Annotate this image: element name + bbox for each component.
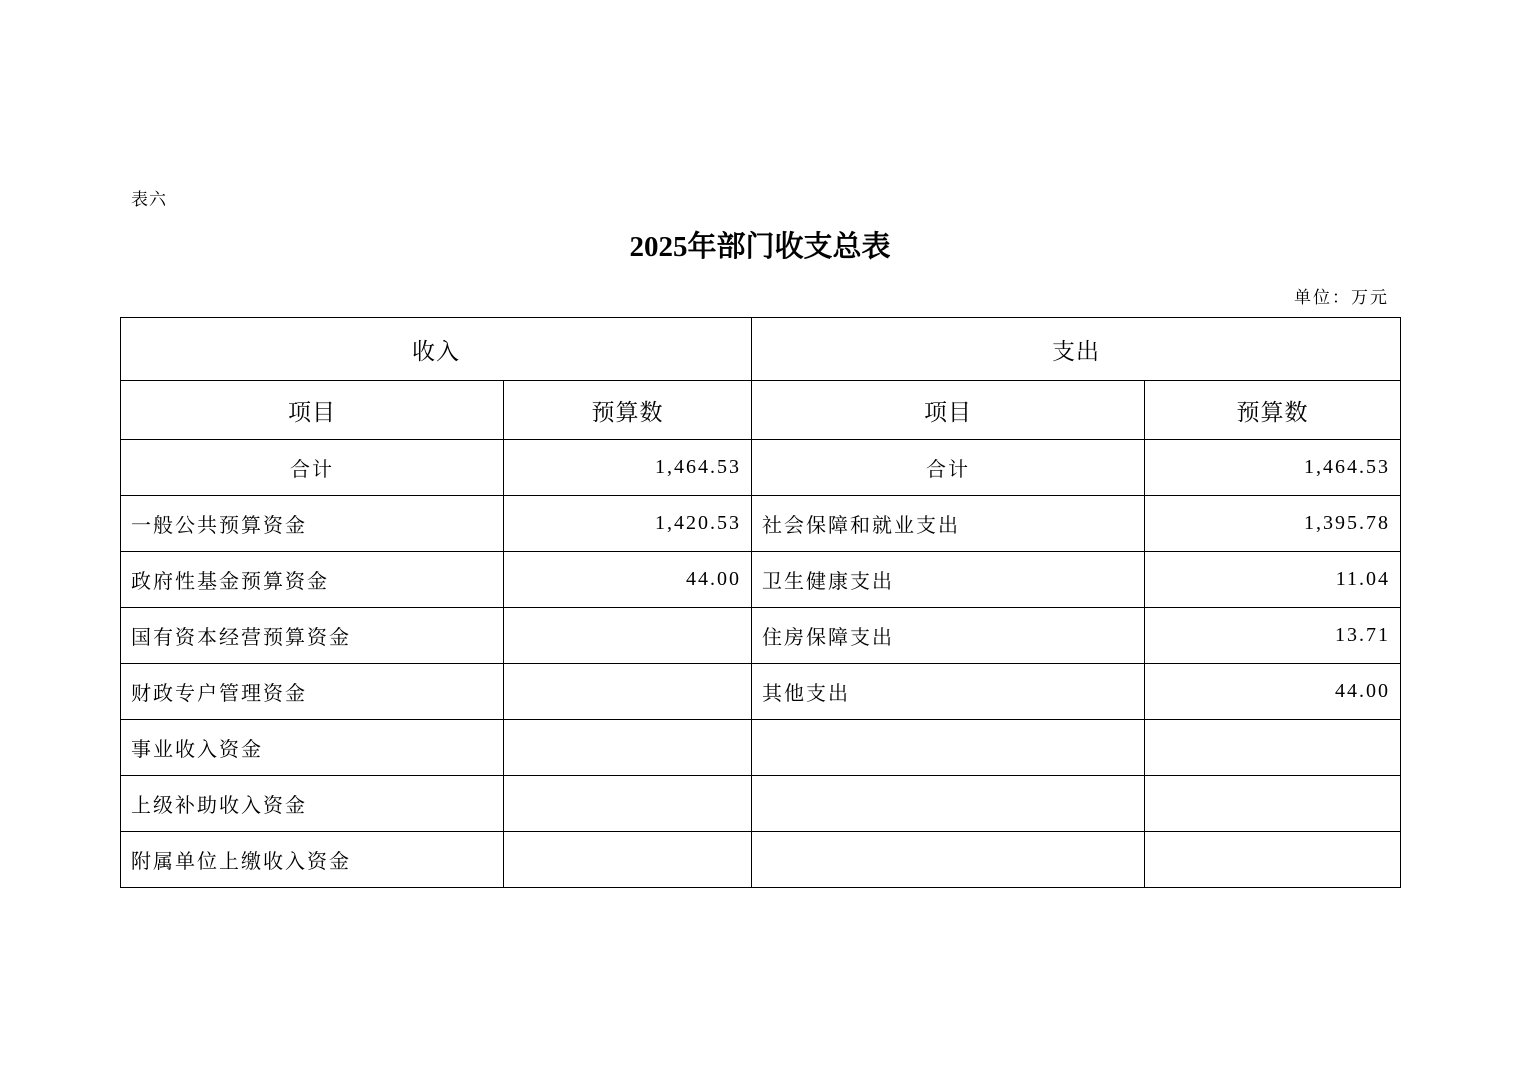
section-header-row <box>121 318 1401 381</box>
expense-value-cell <box>1145 776 1401 832</box>
expense-section-header: 支出 <box>752 318 1401 381</box>
income-total-value: 1,464.53 <box>504 440 752 496</box>
income-item-cell: 政府性基金预算资金 <box>121 552 504 608</box>
expense-item-cell <box>752 776 1145 832</box>
table-label: 表六 <box>131 190 167 210</box>
table-row <box>121 496 1401 552</box>
income-value-cell <box>504 608 752 664</box>
expense-item-cell: 卫生健康支出 <box>752 552 1145 608</box>
income-section-header: 收入 <box>121 318 752 381</box>
table-row <box>121 720 1401 776</box>
expense-total-value: 1,464.53 <box>1145 440 1401 496</box>
income-value-cell <box>504 832 752 888</box>
total-row <box>121 440 1401 496</box>
expense-value-cell: 1,395.78 <box>1145 496 1401 552</box>
table-row <box>121 608 1401 664</box>
expense-item-cell <box>752 720 1145 776</box>
expense-budget-column-header: 预算数 <box>1145 381 1401 440</box>
table-row <box>121 552 1401 608</box>
income-value-cell <box>504 664 752 720</box>
income-value-cell: 44.00 <box>504 552 752 608</box>
expense-value-cell <box>1145 832 1401 888</box>
income-value-cell <box>504 720 752 776</box>
expense-item-cell: 社会保障和就业支出 <box>752 496 1145 552</box>
expense-value-cell: 44.00 <box>1145 664 1401 720</box>
income-item-cell: 财政专户管理资金 <box>121 664 504 720</box>
expense-value-cell <box>1145 720 1401 776</box>
income-expense-summary-table <box>120 317 1401 888</box>
expense-item-cell <box>752 832 1145 888</box>
income-budget-column-header: 预算数 <box>504 381 752 440</box>
table-row <box>121 832 1401 888</box>
income-value-cell: 1,420.53 <box>504 496 752 552</box>
expense-value-cell: 13.71 <box>1145 608 1401 664</box>
income-item-cell: 事业收入资金 <box>121 720 504 776</box>
table-row <box>121 776 1401 832</box>
income-item-cell: 上级补助收入资金 <box>121 776 504 832</box>
income-item-cell: 一般公共预算资金 <box>121 496 504 552</box>
income-item-cell: 国有资本经营预算资金 <box>121 608 504 664</box>
income-total-label: 合计 <box>121 440 504 496</box>
expense-item-cell: 其他支出 <box>752 664 1145 720</box>
expense-item-cell: 住房保障支出 <box>752 608 1145 664</box>
table-row <box>121 664 1401 720</box>
column-header-row <box>121 381 1401 440</box>
expense-value-cell: 11.04 <box>1145 552 1401 608</box>
expense-total-label: 合计 <box>752 440 1145 496</box>
income-item-cell: 附属单位上缴收入资金 <box>121 832 504 888</box>
income-value-cell <box>504 776 752 832</box>
page-title: 2025年部门收支总表 <box>629 231 891 263</box>
unit-label: 单位：万元 <box>1294 288 1389 308</box>
expense-item-column-header: 项目 <box>752 381 1145 440</box>
income-item-column-header: 项目 <box>121 381 504 440</box>
